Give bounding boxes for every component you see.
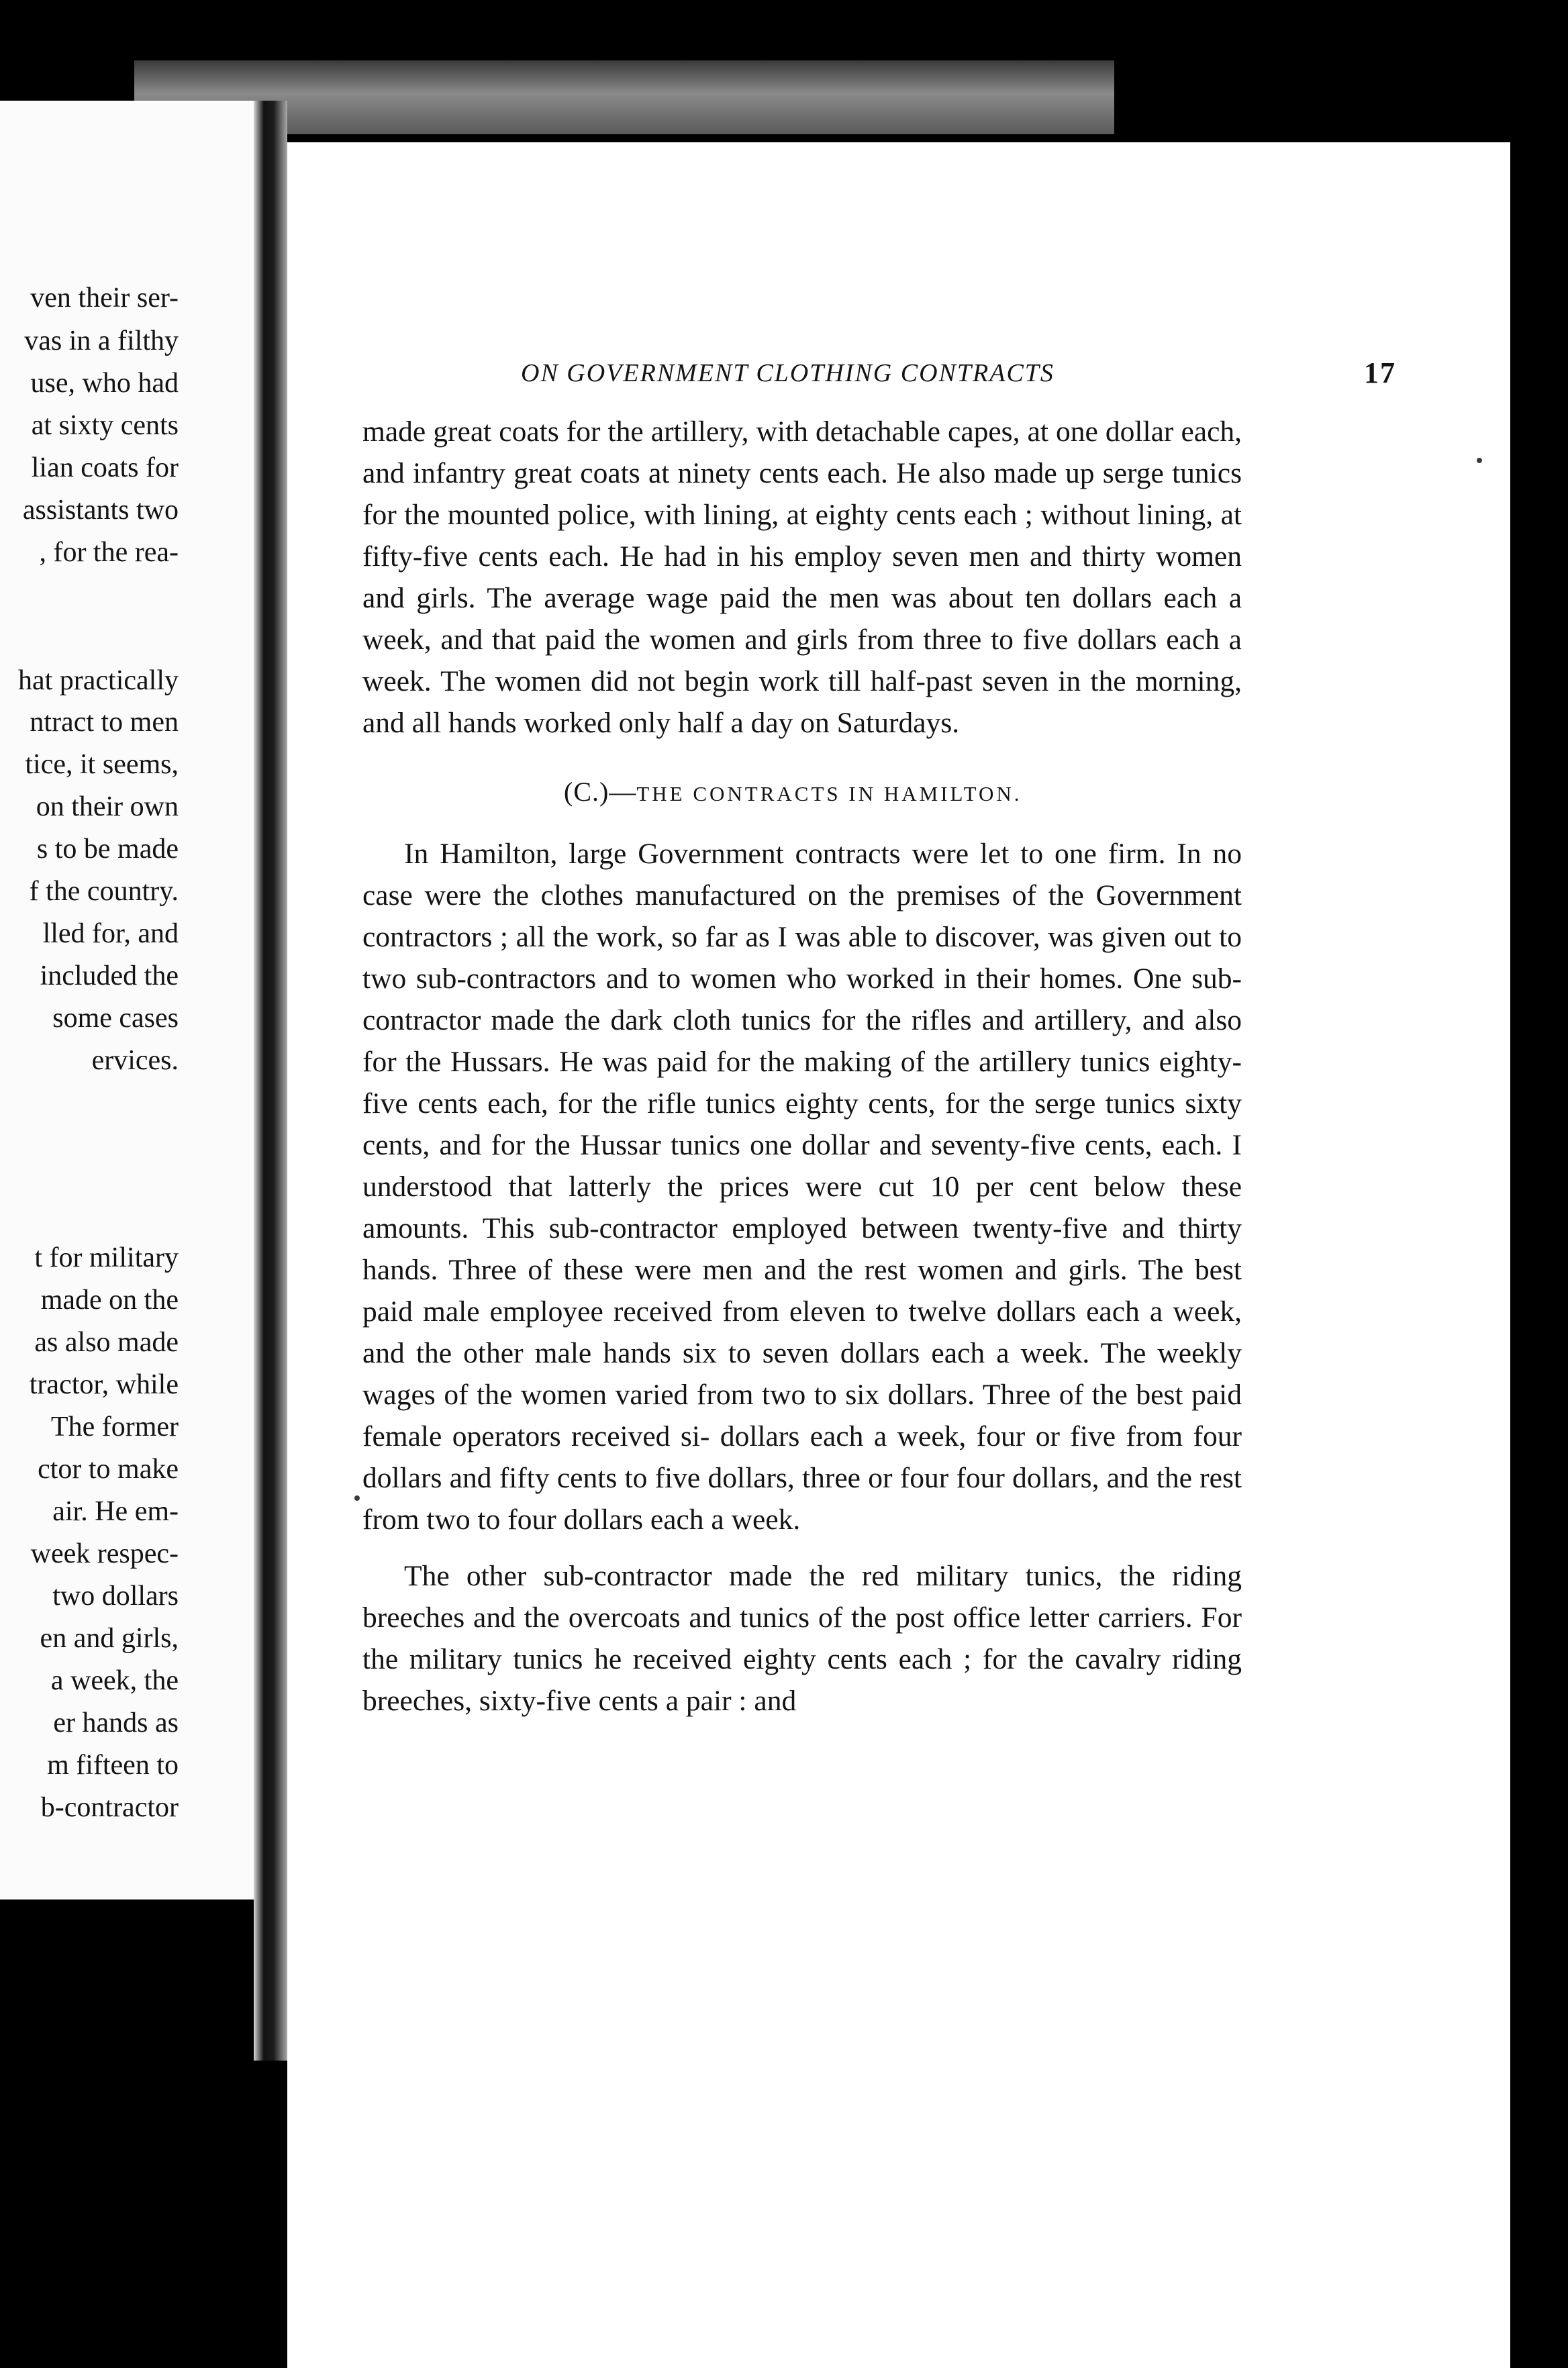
section-heading [362,777,1242,809]
facing-page-line: t for military [34,1242,179,1273]
facing-page-line: as also made [34,1327,179,1358]
facing-page-fragment [0,101,254,1900]
print-speck [1477,458,1482,463]
facing-page-line: ven their ser- [30,283,179,313]
facing-page-line: week respec- [30,1538,179,1569]
page-number: 17 [1364,356,1396,389]
facing-page-line: two dollars [52,1581,179,1612]
section-heading-label: (C.)— [564,777,637,807]
paragraph-other-subcontractor: The other sub-contractor made the red military tunics, the riding breeches and the overcoats and tunics of the post office letter carriers. For the military tunics he received eighty cents each ; for the cavalry riding breeches, sixty-five cents a pair : and [362,1560,1242,1717]
facing-page-line: m fifteen to [47,1750,179,1781]
paragraph-hamilton: In Hamilton, large Government contracts were let to one firm. In no case were the clothes manufactured on the premises of the Government contractors ; all the work, so far as I was able to discover, was given out to two sub-contractors and to women who worked in their homes. One sub-contractor made the dark cloth tunics for the rifles and artillery, and also for the Hussars. He was paid for the making of the artillery tunics eighty-five cents each, for the rifle tunics eighty cents, for the serge tunics sixty cents, and for the Hussar tunics one dollar and seventy-five cents, each. I understood that latterly the prices were cut 10 per cent below these amounts. This sub-contractor employed between twenty-five and thirty hands. Three of these were men and the rest women and girls. The best paid male employee received from eleven to twelve dollars each a week, and the other male hands six to seven dollars each a week. The weekly wages of the women varied from two to six dollars. Three of the best paid female operators received si- dollars each a week, four or five from four dollars and fifty cents to five dollars, three or four four dollars, and the rest from two to four dollars each a week. [362,838,1242,1536]
facing-page-line: ctor to make [38,1454,179,1485]
facing-page-line: vas in a filthy [24,326,179,356]
facing-page-line: b-contractor [40,1792,179,1823]
facing-page-line: , for the rea- [39,537,179,568]
running-title: ON GOVERNMENT CLOTHING CONTRACTS [521,359,1055,387]
facing-page-line: made on the [40,1285,179,1316]
facing-page-line: er hands as [53,1708,179,1738]
facing-page-line: air. He em- [52,1496,179,1527]
facing-page-line: f the country. [29,876,179,907]
facing-page-line: hat practically [17,665,179,696]
print-speck [354,1495,360,1501]
facing-page-line: tice, it seems, [25,749,179,780]
facing-page-line: use, who had [30,368,179,399]
section-heading-title: THE CONTRACTS IN HAMILTON. [636,782,1022,805]
facing-page-line: ntract to men [30,707,179,738]
paragraph-continued: made great coats for the artillery, with detachable capes, at one dollar each, and infantry great coats at ninety cents each. He also made up serge tunics for the mounted police, with lining, at eighty cents each ; without lining, at fifty-five cents each. He had in his employ seven men and thirty women and girls. The average wage paid the men was about ten dollars each a week, and that paid the women and girls from three to five dollars each a week. The women did not begin work till half-past seven in the morning, and all hands worked only half a day on Saturdays. [362,415,1242,739]
facing-page-line: a week, the [50,1665,179,1696]
facing-page-line: on their own [36,791,179,822]
book-gutter [254,101,287,2061]
body-text [362,411,1242,1722]
facing-page-line: assistants two [22,495,179,526]
facing-page-line: lian coats for [31,452,179,483]
facing-page-line: at sixty cents [31,410,179,441]
facing-page-line: included the [40,960,179,991]
facing-page-line: lled for, and [42,918,179,949]
facing-page-line: some cases [52,1003,179,1034]
facing-page-line: tractor, while [29,1369,179,1400]
running-head [287,356,1396,393]
facing-page-line: The former [50,1412,179,1442]
book-page [287,142,1510,2368]
facing-page-line: ervices. [91,1045,179,1076]
facing-page-line: s to be made [36,834,179,865]
facing-page-line: en and girls, [40,1623,179,1654]
